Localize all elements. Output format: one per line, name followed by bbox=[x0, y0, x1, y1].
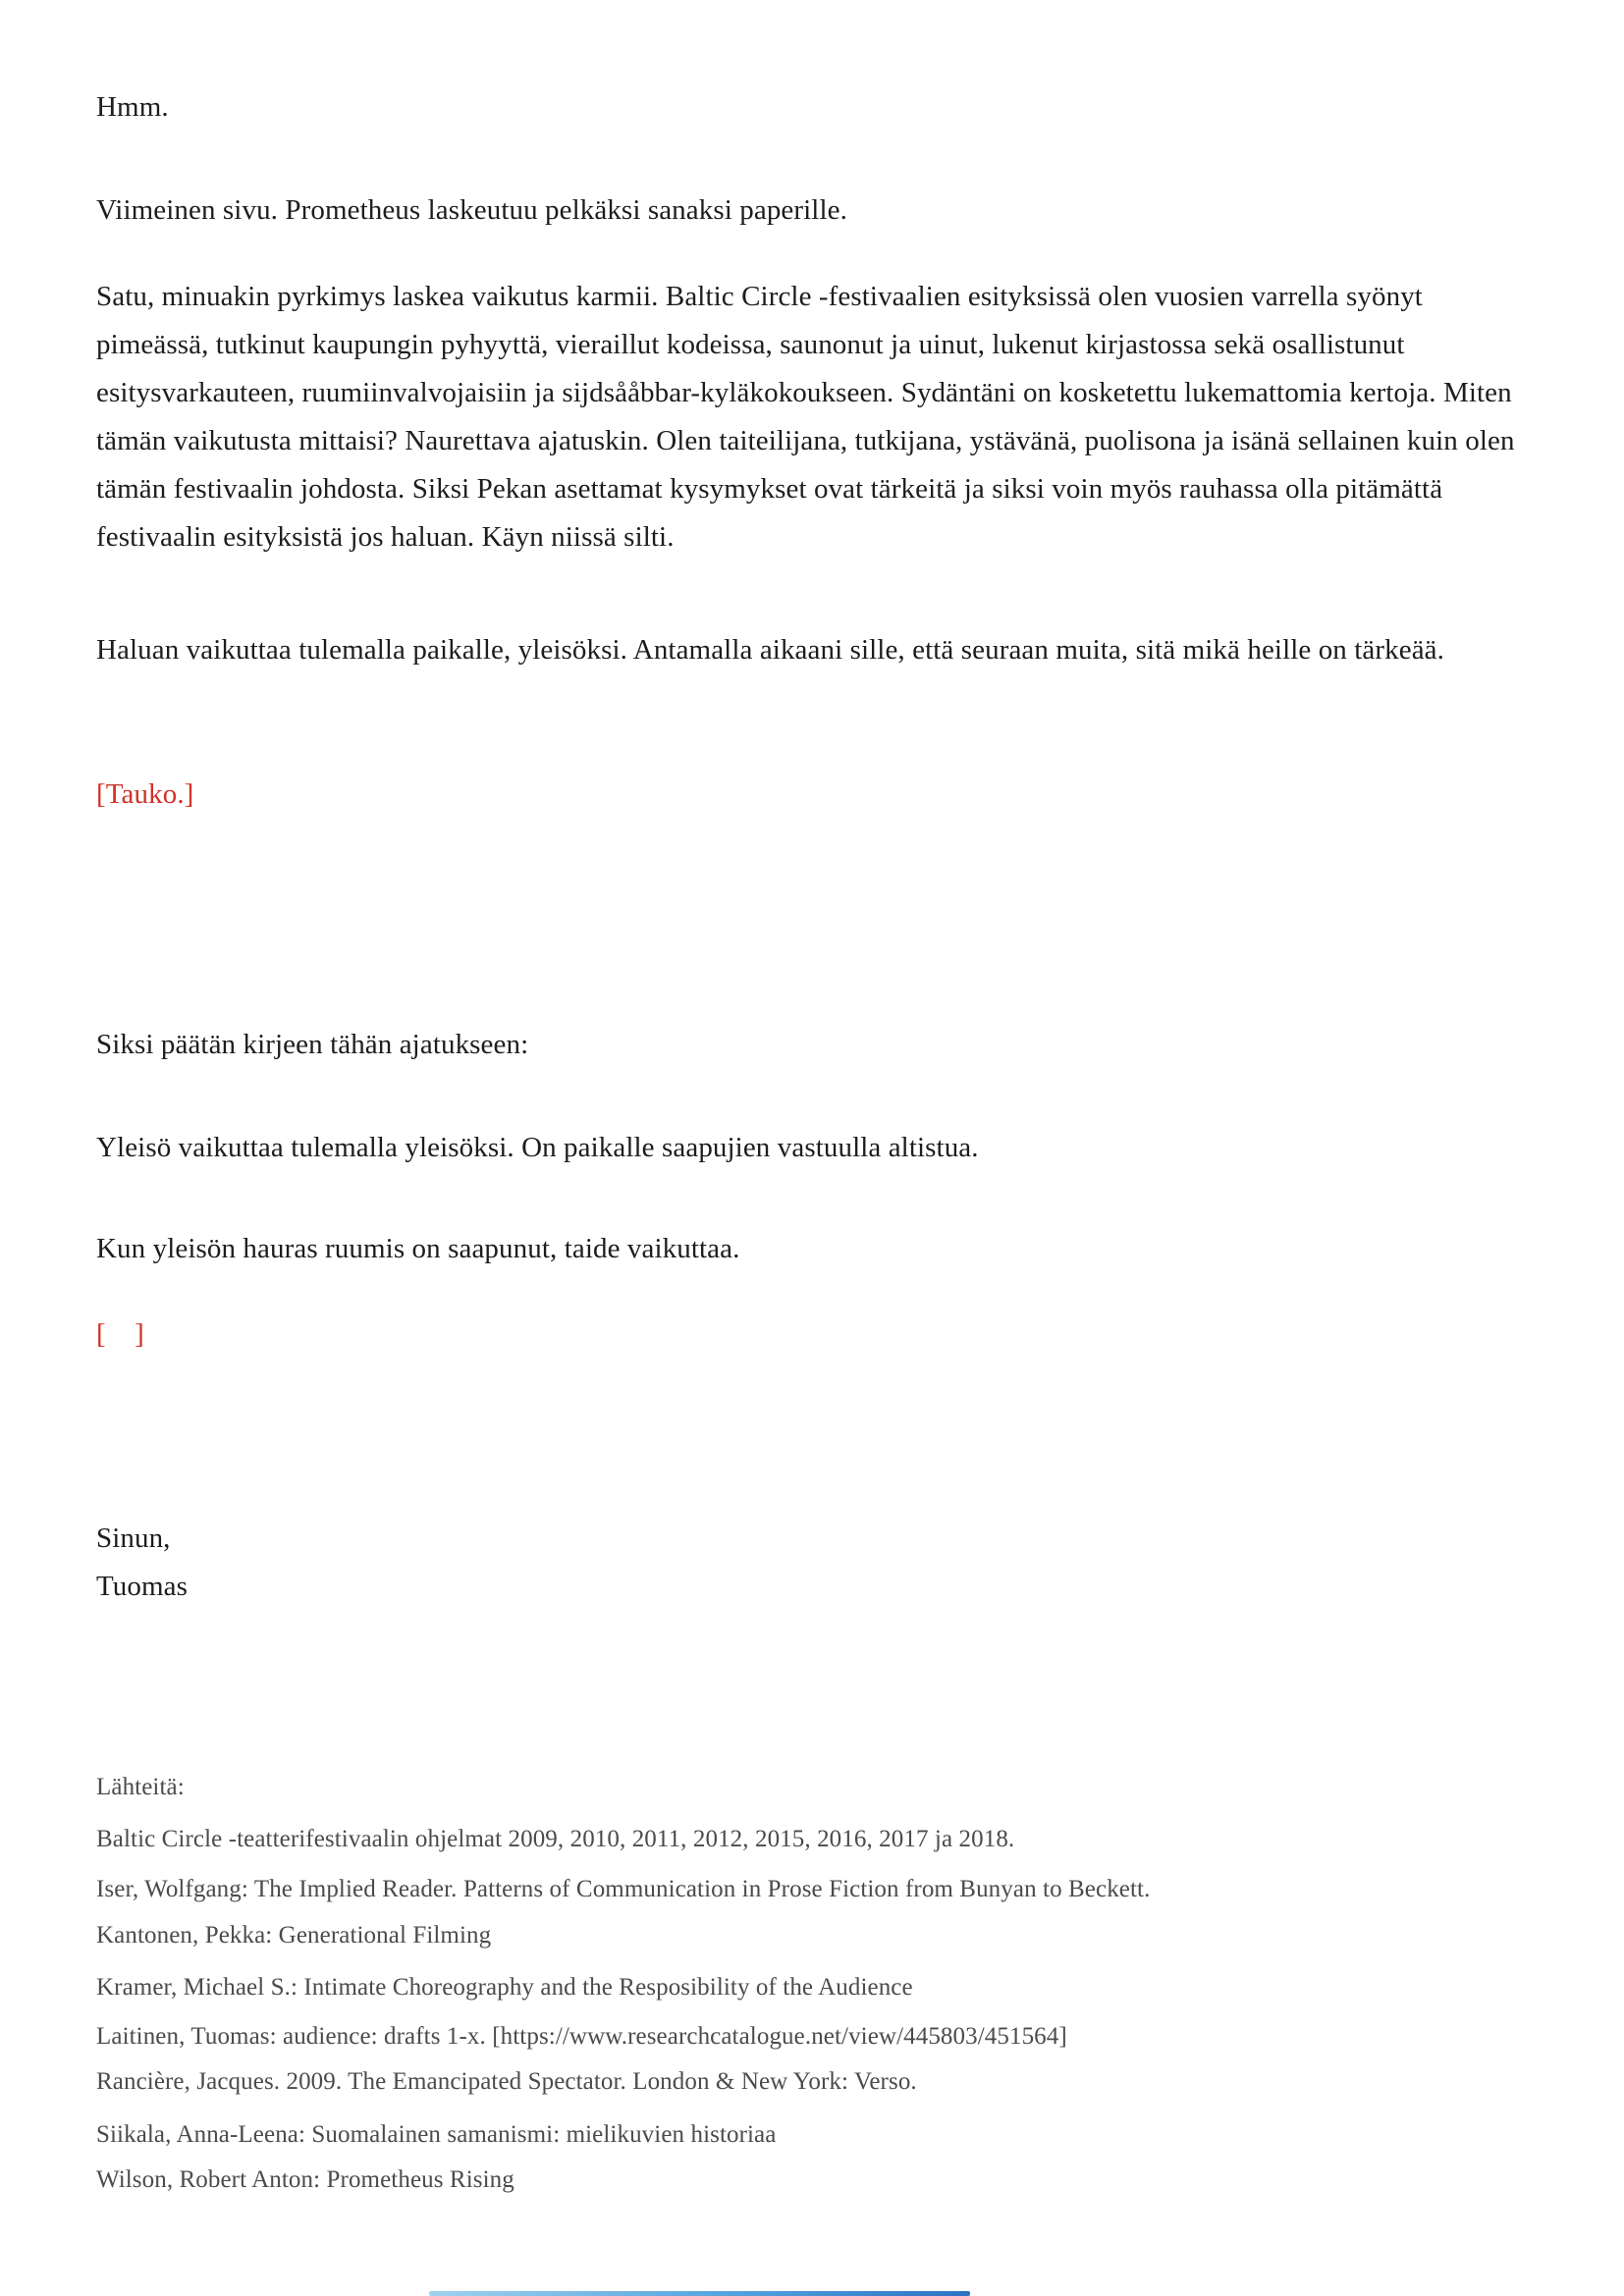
paragraph-closing-thought-intro: Siksi päätän kirjeen tähän ajatukseen: bbox=[96, 1029, 529, 1060]
reference-baltic-circle: Baltic Circle -teatterifestivaalin ohjelmat 2009, 2010, 2011, 2012, 2015, 2016, 2017 ja 2018. bbox=[96, 1826, 1015, 1852]
signoff bbox=[96, 1515, 1530, 1611]
references-heading: Lähteitä: bbox=[96, 1774, 185, 1800]
reference-ranciere: Rancière, Jacques. 2009. The Emancipated Spectator. London & New York: Verso. bbox=[96, 2068, 917, 2095]
paragraph-satu: Satu, minuakin pyrkimys laskea vaikutus karmii. Baltic Circle -festivaalien esityksissä olen vuosien varrella syönyt pimeässä, tutkinut kaupungin pyhyyttä, vieraillut kodeissa, saunonut ja uinut, lukenut kirjastossa sekä osallistunut esitysvarkauteen, ruumiinvalvojaisiin ja sijdsååbbar-kyläkokoukseen. Sydäntäni on kosketettu lukemattomia kertoja. Miten tämän vaikutusta mittaisi? Naurettava ajatuskin. Olen taiteilijana, tutkijana, ystävänä, puolisona ja isänä sellainen kuin olen tämän festivaalin johdosta. Siksi Pekan asettamat kysymykset ovat tärkeitä ja siksi voin myös rauhassa olla pitämättä festivaalin esityksistä jos haluan. Käyn niissä silti. bbox=[96, 281, 1515, 553]
reference-kantonen: Kantonen, Pekka: Generational Filming bbox=[96, 1922, 492, 1949]
scroll-indicator-bar[interactable] bbox=[429, 2291, 970, 2296]
reference-laitinen: Laitinen, Tuomas: audience: drafts 1-x. [https://www.researchcatalogue.net/view/445803/451564] bbox=[96, 2023, 1067, 2050]
pause-marker: [Tauko.] bbox=[96, 778, 194, 810]
paragraph-kun-yleison: Kun yleisön hauras ruumis on saapunut, taide vaikuttaa. bbox=[96, 1233, 740, 1264]
paragraph-yleiso-vaikuttaa: Yleisö vaikuttaa tulemalla yleisöksi. On paikalle saapujien vastuulla altistua. bbox=[96, 1132, 979, 1163]
empty-bracket-marker: [ ] bbox=[96, 1318, 144, 1350]
signoff-sinun: Sinun, bbox=[96, 1522, 171, 1554]
paragraph-hmm: Hmm. bbox=[96, 91, 169, 123]
signoff-tuomas: Tuomas bbox=[96, 1571, 189, 1602]
reference-iser: Iser, Wolfgang: The Implied Reader. Patterns of Communication in Prose Fiction from Bunyan to Beckett. bbox=[96, 1876, 1151, 1902]
reference-siikala: Siikala, Anna-Leena: Suomalainen samanismi: mielikuvien historiaa bbox=[96, 2121, 777, 2148]
paragraph-last-page: Viimeinen sivu. Prometheus laskeutuu pelkäksi sanaksi paperille. bbox=[96, 194, 847, 226]
paragraph-haluan-vaikuttaa: Haluan vaikuttaa tulemalla paikalle, yleisöksi. Antamalla aikaani sille, että seuraan muita, sitä mikä heille on tärkeää. bbox=[96, 634, 1445, 666]
reference-kramer: Kramer, Michael S.: Intimate Choreography and the Resposibility of the Audience bbox=[96, 1974, 913, 2001]
reference-wilson: Wilson, Robert Anton: Prometheus Rising bbox=[96, 2166, 514, 2193]
